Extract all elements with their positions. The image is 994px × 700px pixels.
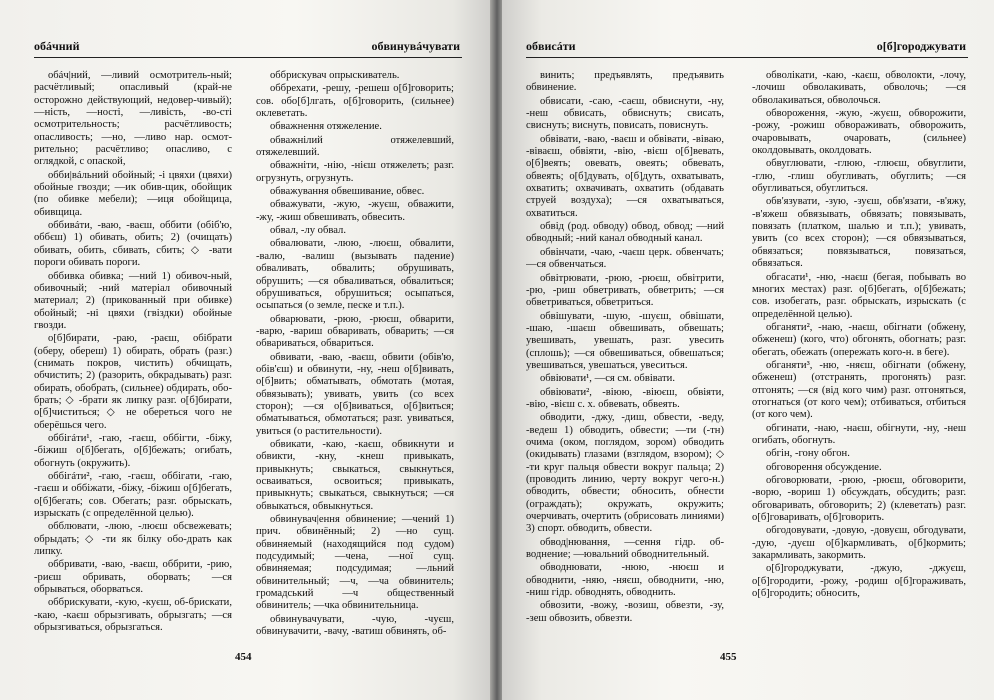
entry: оббривати, -ваю, -ваєш, оббрити, -рию, -риєш обривать, оборвать; —ся обрываться, оборваться. (34, 559, 232, 596)
entry: оббивáти, -ваю, -ваєш, оббити (обіб'ю, оббєш) 1) обивать, обить; 2) (очищать) обивать, обить, сбивать, сбить; ◇ -вати пороги обивать пороги. (34, 220, 232, 269)
entry: обважування обвешивание, обвес. (270, 186, 425, 198)
entry: обвівати, -ваю, -ваєш и обвівати, -віваю, -віваєш, обвіяти, -вію, -вієш о[б]вевать, о[б]веять; овевать, овеять; обвевать, обвеять; о[б]дувать, о[б]дуть, охватывать, охватить; охвачивать, охватить (обдавать струей воздуха); —ся охватываться, охватиться. (526, 133, 724, 219)
entry: обганяти², -наю, -наєш, обігнати (обжену, обженеш) (кого, что) обгонять, обогнать; разг. обегать, обежать (опережать кого-н. в беге). (752, 321, 966, 358)
entry: обводнювати, -нюю, -нюєш и обводнити, -няю, -няєш, обводнити, -ню, -ниш гідр. обводнять, обводнить. (526, 562, 724, 599)
right-header-rule (526, 57, 968, 58)
entry: обвід (род. обводу) обвод, обвод; —ний обводный; -ний канал обводный канал. (526, 221, 724, 245)
entry: оббрехати, -решу, -решеш о[б]говорить; сов. обо[б]лгать, о[б]говорить, (сильнее) оклеветать. (256, 83, 454, 120)
entry: обгинати, -наю, -наєш, обігнути, -ну, -неш огибать, обогнуть. (752, 422, 966, 446)
entry: оббрискувати, -кую, -куєш, об-брискати, -каю, -каєш обрызгивать, обрызгать; —ся обрызгиваться, обрызгаться. (34, 597, 232, 634)
left-page-header (34, 39, 460, 57)
left-header-rule (34, 57, 462, 58)
entry: о[б]бирати, -раю, -раєш, обібрати (оберу, обереш) 1) обирать, обрать (разг.) (снимать покров, чистить) обчищать, обчистить; 2) (разорить, обкрадывать) разг. обирать, обобрать, (сильнее) обдирать, обо-брать; ◇ -брати як липку разг. о[б]бирати, о[б]чиститься; ◇ не обереться чого не оберёшься чего. (34, 333, 232, 431)
entry: обварювати, -рюю, -рюєш, обварити, -варю, -вариш обваривать, обварить; —ся обвариваться, обвариться. (256, 313, 454, 350)
entry: обвод|нювання, —сення гідр. об-воднение; —ювальний обводнительный. (526, 536, 724, 561)
entry: обвіювати¹, —ся см. обвівати. (540, 373, 675, 385)
entry: обважніти, -нію, -нієш отяжелеть; разг. огрузнуть, огрузнуть. (256, 160, 454, 184)
entry: обговорювати, -рюю, -рюєш, обговорити, -ворю, -вориш 1) обсуждать, обсудить; разг. обговаривать, обговорить; 2) (клеветать) разг. о[б]говаривать, о[б]говорить. (752, 475, 966, 524)
entry: обвіювати², -віюю, -віюєш, обвіяти, -вію, -вієш с. х. обвевать, обвеять. (526, 386, 724, 410)
entry: обблювати, -люю, -люєш обсвежевать; обрыдать; ◇ -ти як білку обо-драть как липку. (34, 521, 232, 558)
entry: обганяти³, -ню, -няєш, обігнати (обжену, обженеш) (отстранять, прогонять) разг. отгонять; —ся (від кого чим) разг. отгоняться, отогнаться (от кого чем); отбиваться, отбиться (от кого чем). (752, 359, 966, 421)
entry: обводити, -джу, -диш, обвести, -веду, -ведеш 1) обводить, обвести; —ти (-тн) очима (оком, поглядом, зором) обводить (окидывать) глазами (взглядом, взором); ◇ -ти круг пальця обвести вокруг пальца; 2) (проводить линию, черту вокруг чего-н.) обводить, обвести; обносить, обнести (ограждать); окружать, окружить; очерчивать, очертить (обрисовать линиями) 3) спорт. обводить, обвести. (526, 412, 724, 535)
right-page (502, 0, 994, 700)
entry: обвозити, -вожу, -возиш, обвезти, -зу, -зеш обвозить, обвезти. (526, 600, 724, 624)
entry: обважнення отяжеление. (270, 121, 382, 133)
left-page (0, 0, 492, 700)
entry: оббігáти², -гаю, -гаєш, оббігати, -гаю, -гаєш и оббіжати, -біжу, -біжиш о[б]бегать, о[б]бегать; сов. Обегать; разг. обрыскать, изрыскать (с определённой целью). (34, 471, 232, 520)
entry: обв'язувати, -зую, -зуєш, обв'язати, -в'яжу, -в'яжеш обвязывать, обвязать; повязывать, повязать (платком, шалью и т.п.); увивать, увить (со всех сторон); —ся обвязываться, обвязаться; повязываться, повязаться, обвязаться. (752, 196, 966, 270)
entry: обвуглювати, -глюю, -глюєш, обвуглити, -глю, -глиш обугливать, обуглить; —ся обугливаться, обуглиться. (752, 158, 966, 195)
entry: обвішувати, -шую, -шуєш, обвішати, -шаю, -шаєш обвешивать, обвешать; увешивать, увешать, разг. увесить (сплошь); —ся обвешиваться, обвешаться; увешиваться, увешаться, увеситься. (526, 310, 724, 371)
entry: обважувати, -жую, -жуєш, обважити, -жу, -жиш обвешивать, обвесить. (256, 199, 454, 223)
entry: обвітрювати, -рюю, -рюєш, обвітрити, -рю, -риш обветривать, обветрить; —ся обветриваться, обветриться. (526, 272, 724, 309)
entry: обвисати, -саю, -саєш, обвиснути, -ну, -неш обвисать, обвиснуть; свисать, свиснуть; виснуть, повисать, повиснуть. (526, 95, 724, 132)
entry: обáч|ний, —ливий осмотритель-ный; расчётливый; опасливый (край-не осторожно действующий, недовер-чивый); —ність, —ності, —ливість, -во-сті осмотрительность; расчётливость; опасливость; —но, —ливо нар. осмот-рительно; расчётливо; опасливо, с оглядкой, с опаской, (34, 70, 232, 168)
entry: обгін, -гону обгон. (766, 448, 850, 460)
entry: обвалювати, -люю, -люєш, обвалити, -валю, -валиш (вызывать падение) обваливать, обвалить; обрушивать, обрушить; —ся обваливаться, обвалиться; обрушиваться, обрушиться; осыпаться, осыпаться (о земле, песке и т.п.). (256, 238, 454, 312)
entry: обвінчати, -чаю, -чаєш церк. обвенчать; —ся обвенчаться. (526, 246, 724, 271)
right-column-2 (752, 70, 966, 650)
entry: обвороження, -жую, -жуєш, обворожити, -рожу, -рожиш обвораживать, обворожить, очаровывать, очаровать, (сильнее) околдовывать, околдовать. (752, 108, 966, 157)
entry: оббрискувач опрыскиватель. (270, 70, 400, 81)
right-page-header (526, 39, 966, 57)
entry: обволікати, -каю, -каєш, обволокти, -лочу, -лочиш обволакивать, обволочь; —ся обволакиваться, обволочься. (752, 70, 966, 106)
entry: обвивати, -ваю, -ваєш, обвити (обів'ю, обів'єш) и обвинути, -ну, -неш о[б]вивать, о[б]вить; обматывать, обмотать (мотая, обвязывать); увивать, увить (со всех сторон); —ся о[б]виваться, о[б]виться; обматываться, обмотаться; разг. увиваться, увиться (о растительности). (256, 351, 454, 437)
entry: оббивка обивка; —ний 1) обивоч-ный, обивочный; -ний матеріал обивочный материал; 2) (прикованный при обивке) обойный; -ні цвяхи (гвіздки) обойные гвозди. (34, 270, 232, 331)
right-header-guide-word-last: о[б]городжувати (876, 39, 966, 53)
right-column-1 (526, 70, 724, 650)
entry: о[б]городжувати, -джую, -джуєш, о[б]городити, -рожу, -родиш о[б]гораживать, о[б]городить; обносить, (752, 563, 966, 600)
right-header-guide-word-first: обвисáти (526, 39, 576, 53)
entry: оббігáти¹, -гаю, -гаєш, оббігти, -біжу, -біжиш о[б]бегать, о[б]бежать; огибать, обогнуть (окружить). (34, 432, 232, 469)
right-page-number: 455 (720, 651, 737, 663)
entry: винить; предъявлять, предъявить обвинение. (526, 70, 724, 94)
left-column-2 (256, 70, 454, 650)
left-page-number: 454 (235, 651, 252, 663)
left-header-guide-word-first: обáчний (34, 39, 80, 53)
entry: обгасати¹, -ню, -наєш (бегая, побывать во многих местах) разг. о[б]бегать, о[б]бежать; сов. изобегать, разг. обрыскать, изрыскать (с определённой целью). (752, 271, 966, 320)
left-column-1 (34, 70, 232, 650)
left-header-guide-word-last: обвинувáчувати (371, 39, 460, 53)
entry: обвинувачувати, -чую, -чуєш, обвинувачити, -вачу, -ватиш обвинять, об- (256, 613, 454, 638)
entry: обгодовувати, -довую, -довуєш, обгодувати, -дую, -дуєш о[б]кармливать, о[б]кормить; закармливать, закормить. (752, 525, 966, 562)
entry: обвикати, -каю, -каєш, обвикнути и обвикти, -кну, -кнеш привыкать, привыкнуть; свыкаться, свыкнуться, осваиваться, освоиться; привыкать, привыкнуть; свыкаться, свыкнуться; —ся обвыкаться, обвыкнуться. (256, 438, 454, 512)
entry: обвал, -лу обвал. (270, 225, 346, 237)
entry: обважнілий отяжелевший, отяжелевший. (256, 134, 454, 159)
entry: обговорення обсуждение. (766, 461, 882, 473)
entry: обби|вáльний обойный; -i цвяхи (цвяхи) обойные гвозди; —ик обив-щик, обойщик (по обивке мебели); —иця обойщица, обивщица. (34, 169, 232, 218)
entry: обвинувач|ення обвинение; —чений 1) прич. обвинённый; 2) —но сущ. обвиняемый (находящийся под судом) подсудимый; —чена, —ної сущ. обвиняемая; подсудимая; —льний обвинительный; —ч, —ча обвинитель; громадський —ч общественный обвинитель; —чка обвинительница. (256, 514, 454, 612)
